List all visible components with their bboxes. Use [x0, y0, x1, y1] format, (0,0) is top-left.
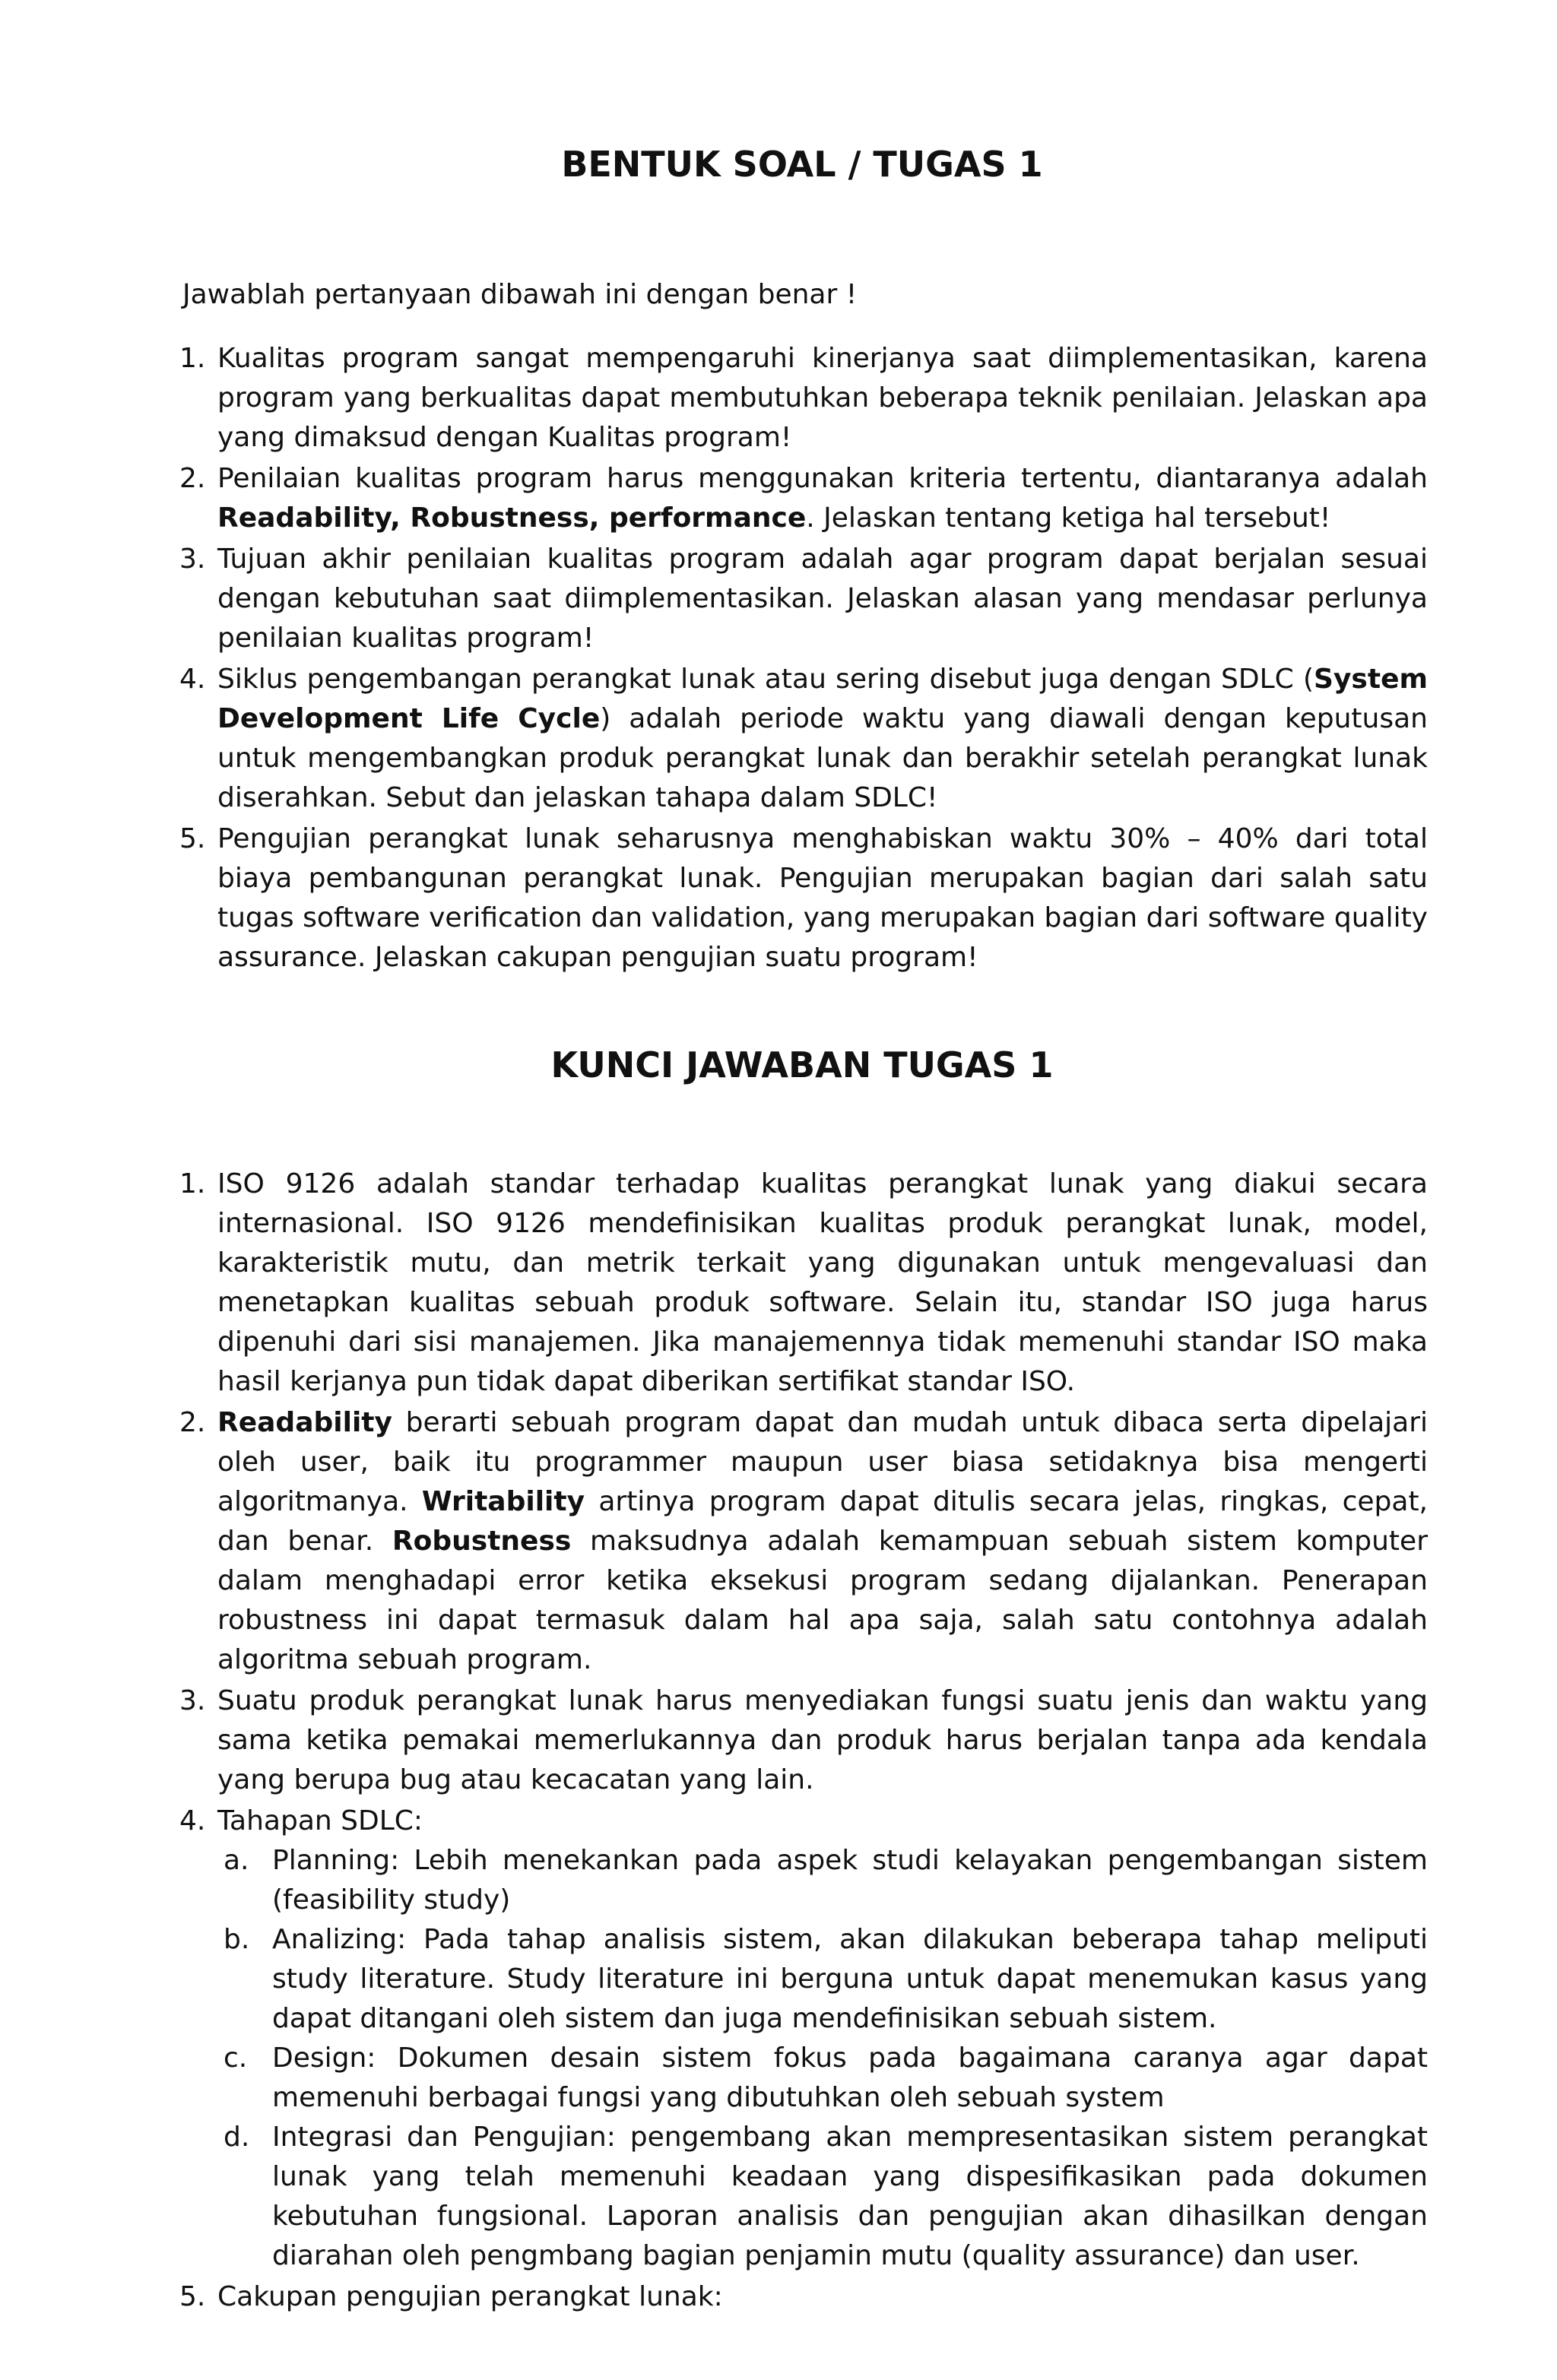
- bold-term: Writability: [421, 1486, 585, 1517]
- question-item: [179, 660, 1428, 818]
- item-number: 2.: [179, 463, 206, 494]
- answer-item: [179, 2277, 1428, 2317]
- bold-term: System Development Life Cycle: [217, 664, 1428, 734]
- question-item: [179, 339, 1428, 458]
- answer-item: [179, 1802, 1428, 2276]
- answer-text: berarti sebuah program dapat dan mudah untuk dibaca serta dipelajari oleh user, baik itu programmer maupun user biasa setidaknya bisa mengerti algoritmanya.: [217, 1407, 1428, 1517]
- bold-term: Robustness: [392, 1526, 572, 1557]
- item-number: 4.: [179, 664, 206, 695]
- bold-term: Readability: [217, 1407, 392, 1438]
- answer-text: maksudnya adalah kemampuan sebuah sistem komputer dalam menghadapi error ketika eksekusi program sedang dijalankan. Penerapan robustness ini dapat termasuk dalam hal apa saja, salah satu contohnya adalah algoritma sebuah program.: [217, 1526, 1428, 1675]
- sdlc-stage-item: [217, 2118, 1428, 2276]
- answer-text: artinya program dapat ditulis secara jelas, ringkas, cepat, dan benar.: [217, 1486, 1429, 1557]
- item-number: 1.: [179, 343, 206, 374]
- question-text: Siklus pengembangan perangkat lunak atau sering disebut juga dengan SDLC (: [217, 664, 1314, 695]
- question-text: Kualitas program sangat mempengaruhi kinerjanya saat diimplementasikan, karena program yang berkualitas dapat membutuhkan beberapa teknik penilaian. Jelaskan apa yang dimaksud dengan Kualitas program!: [217, 343, 1428, 453]
- sdlc-stage-item: [217, 1920, 1428, 2039]
- answer-list: [179, 1165, 1428, 2318]
- answer-item: [179, 1403, 1428, 1680]
- item-number: 1.: [179, 1168, 206, 1200]
- item-number: 3.: [179, 544, 206, 575]
- sub-item-text: Planning: Lebih menekankan pada aspek studi kelayakan pengembangan sistem (feasibility study): [272, 1845, 1428, 1916]
- question-text: Penilaian kualitas program harus menggunakan kriteria tertentu, diantaranya adalah: [217, 463, 1428, 494]
- sub-item-letter: a.: [224, 1845, 249, 1876]
- sub-item-text: Design: Dokumen desain sistem fokus pada bagaimana caranya agar dapat memenuhi berbagai fungsi yang dibutuhkan oleh sebuah system: [272, 2042, 1428, 2113]
- instruction-text: Jawablah pertanyaan dibawah ini dengan benar !: [182, 279, 858, 310]
- item-number: 2.: [179, 1407, 206, 1438]
- sub-item-letter: b.: [224, 1924, 250, 1955]
- answer-text: ISO 9126 adalah standar terhadap kualitas perangkat lunak yang diakui secara internasional. ISO 9126 mendefinisikan kualitas produk perangkat lunak, model, karakteristik mutu, dan metrik terkait yang digunakan untuk mengevaluasi dan menetapkan kualitas sebuah produk software. Selain itu, standar ISO juga harus dipenuhi dari sisi manajemen. Jika manajemennya tidak memenuhi standar ISO maka hasil kerjanya pun tidak dapat diberikan sertifikat standar ISO.: [217, 1168, 1428, 1397]
- question-item: [179, 459, 1428, 538]
- sub-item-letter: c.: [224, 2042, 248, 2074]
- answer-text: Tahapan SDLC:: [217, 1805, 423, 1836]
- sub-item-text: Analizing: Pada tahap analisis sistem, akan dilakukan beberapa tahap meliputi study literature. Study literature ini berguna untuk dapat menemukan kasus yang dapat ditangani oleh sistem dan juga mendefinisikan sebuah sistem.: [272, 1924, 1428, 2034]
- bold-term: Readability, Robustness, performance: [217, 502, 807, 534]
- question-item: [179, 540, 1428, 658]
- question-text: . Jelaskan tentang ketiga hal tersebut!: [806, 502, 1331, 534]
- question-list: [179, 339, 1428, 979]
- item-number: 3.: [179, 1685, 206, 1716]
- answer-text: Suatu produk perangkat lunak harus menyediakan fungsi suatu jenis dan waktu yang sama ketika pemakai memerlukannya dan produk harus berjalan tanpa ada kendala yang berupa bug atau kecacatan yang lain.: [217, 1685, 1428, 1795]
- question-item: [179, 819, 1428, 978]
- question-text: Pengujian perangkat lunak seharusnya menghabiskan waktu 30% – 40% dari total biaya pembangunan perangkat lunak. Pengujian merupakan bagian dari salah satu tugas software verification dan validation, yang merupakan bagian dari software quality assurance. Jelaskan cakupan pengujian suatu program!: [217, 823, 1428, 973]
- sub-item-letter: d.: [224, 2122, 250, 2153]
- sdlc-stage-item: [217, 2039, 1428, 2118]
- answer-key-title: KUNCI JAWABAN TUGAS 1: [550, 1044, 1054, 1085]
- item-number: 5.: [179, 2281, 206, 2312]
- sdlc-stage-list: [217, 1841, 1428, 2276]
- item-number: 5.: [179, 823, 206, 854]
- answer-item: [179, 1165, 1428, 1402]
- answer-text: Cakupan pengujian perangkat lunak:: [217, 2281, 723, 2312]
- question-text: Tujuan akhir penilaian kualitas program adalah agar program dapat berjalan sesuai dengan kebutuhan saat diimplementasikan. Jelaskan alasan yang mendasar perlunya penilaian kualitas program!: [217, 544, 1428, 654]
- sdlc-stage-item: [217, 1841, 1428, 1920]
- task-title: BENTUK SOAL / TUGAS 1: [561, 144, 1043, 185]
- question-text: ) adalah periode waktu yang diawali dengan keputusan untuk mengembangkan produk perangkat lunak dan berakhir setelah perangkat lunak diserahkan. Sebut dan jelaskan tahapa dalam SDLC!: [217, 703, 1428, 813]
- item-number: 4.: [179, 1805, 206, 1836]
- answer-item: [179, 1681, 1428, 1800]
- sub-item-text: Integrasi dan Pengujian: pengembang akan mempresentasikan sistem perangkat lunak yang telah memenuhi keadaan yang dispesifikasikan pada dokumen kebutuhan fungsional. Laporan analisis dan pengujian akan dihasilkan dengan diarahan oleh pengmbang bagian penjamin mutu (quality assurance) dan user.: [272, 2122, 1428, 2271]
